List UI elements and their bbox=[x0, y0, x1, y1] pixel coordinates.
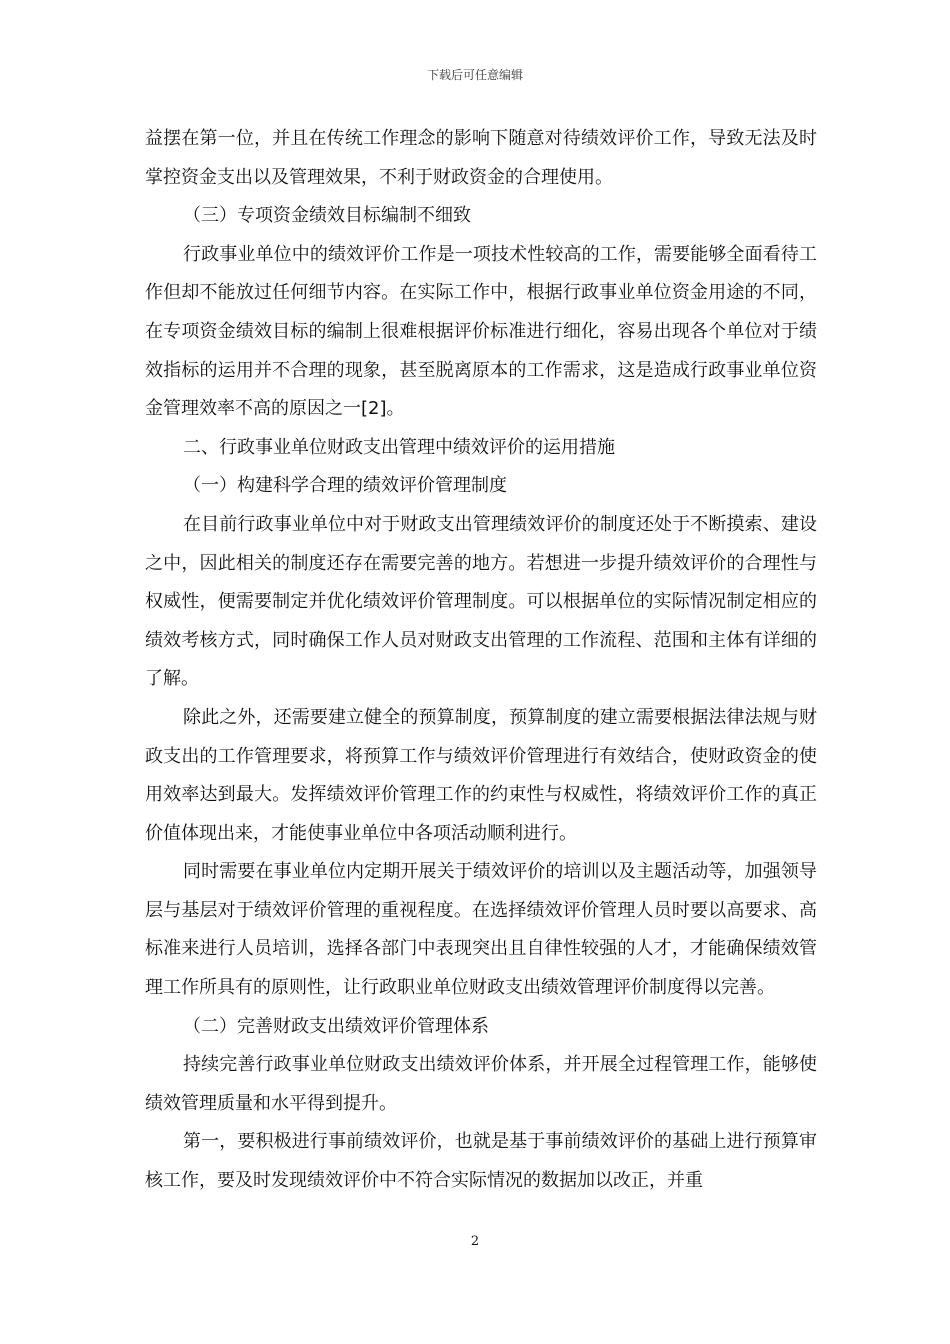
section-heading: 二、行政事业单位财政支出管理中绩效评价的运用措施 bbox=[183, 436, 615, 458]
page-number: 2 bbox=[470, 1234, 480, 1249]
section-heading: （一）构建科学合理的绩效评价管理制度 bbox=[183, 475, 507, 497]
page-header: 下载后可任意编辑 bbox=[426, 68, 523, 82]
section-heading: （三）专项资金绩效目标编制不细致 bbox=[183, 205, 471, 227]
paragraph: 同时需要在事业单位内定期开展关于绩效评价的培训以及主题活动等，加强领导层与基层对于绩效评价管理的重视程度。在选择绩效评价管理人员时要以高要求、高标准来进行人员培训，选择各部门中表现突出且自律性较强的人才，才能确保绩效管理工作所具有的原则性，让行政职业单位财政支出绩效管理评价制度得以完善。 bbox=[145, 861, 817, 999]
section-heading: （二）完善财政支出绩效评价管理体系 bbox=[183, 1015, 489, 1037]
paragraph: 益摆在第一位，并且在传统工作理念的影响下随意对待绩效评价工作，导致无法及时掌控资金支出以及管理效果，不利于财政资金的合理使用。 bbox=[145, 128, 817, 188]
paragraph: 持续完善行政事业单位财政支出绩效评价体系，并开展全过程管理工作，能够使绩效管理质量和水平得到提升。 bbox=[145, 1054, 817, 1114]
body-text bbox=[145, 120, 817, 1201]
paragraph: 除此之外，还需要建立健全的预算制度，预算制度的建立需要根据法律法规与财政支出的工作管理要求，将预算工作与绩效评价管理进行有效结合，使财政资金的使用效率达到最大。发挥绩效评价管理工作的约束性与权威性，将绩效评价工作的真正价值体现出来，才能使事业单位中各项活动顺利进行。 bbox=[145, 706, 817, 844]
paragraph: 行政事业单位中的绩效评价工作是一项技术性较高的工作，需要能够全面看待工作但却不能放过任何细节内容。在实际工作中，根据行政事业单位资金用途的不同，在专项资金绩效目标的编制上很难根据评价标准进行细化，容易出现各个单位对于绩效指标的运用并不合理的现象，甚至脱离原本的工作需求，这是造成行政事业单位资金管理效率不高的原因之一[2]。 bbox=[145, 243, 817, 420]
paragraph: 在目前行政事业单位中对于财政支出管理绩效评价的制度还处于不断摸索、建设之中，因此相关的制度还存在需要完善的地方。若想进一步提升绩效评价的合理性与权威性，便需要制定并优化绩效评价管理制度。可以根据单位的实际情况制定相应的绩效考核方式，同时确保工作人员对财政支出管理的工作流程、范围和主体有详细的了解。 bbox=[145, 513, 817, 690]
paragraph: 第一，要积极进行事前绩效评价，也就是基于事前绩效评价的基础上进行预算审核工作，要及时发现绩效评价中不符合实际情况的数据加以改正，并重 bbox=[145, 1131, 817, 1192]
